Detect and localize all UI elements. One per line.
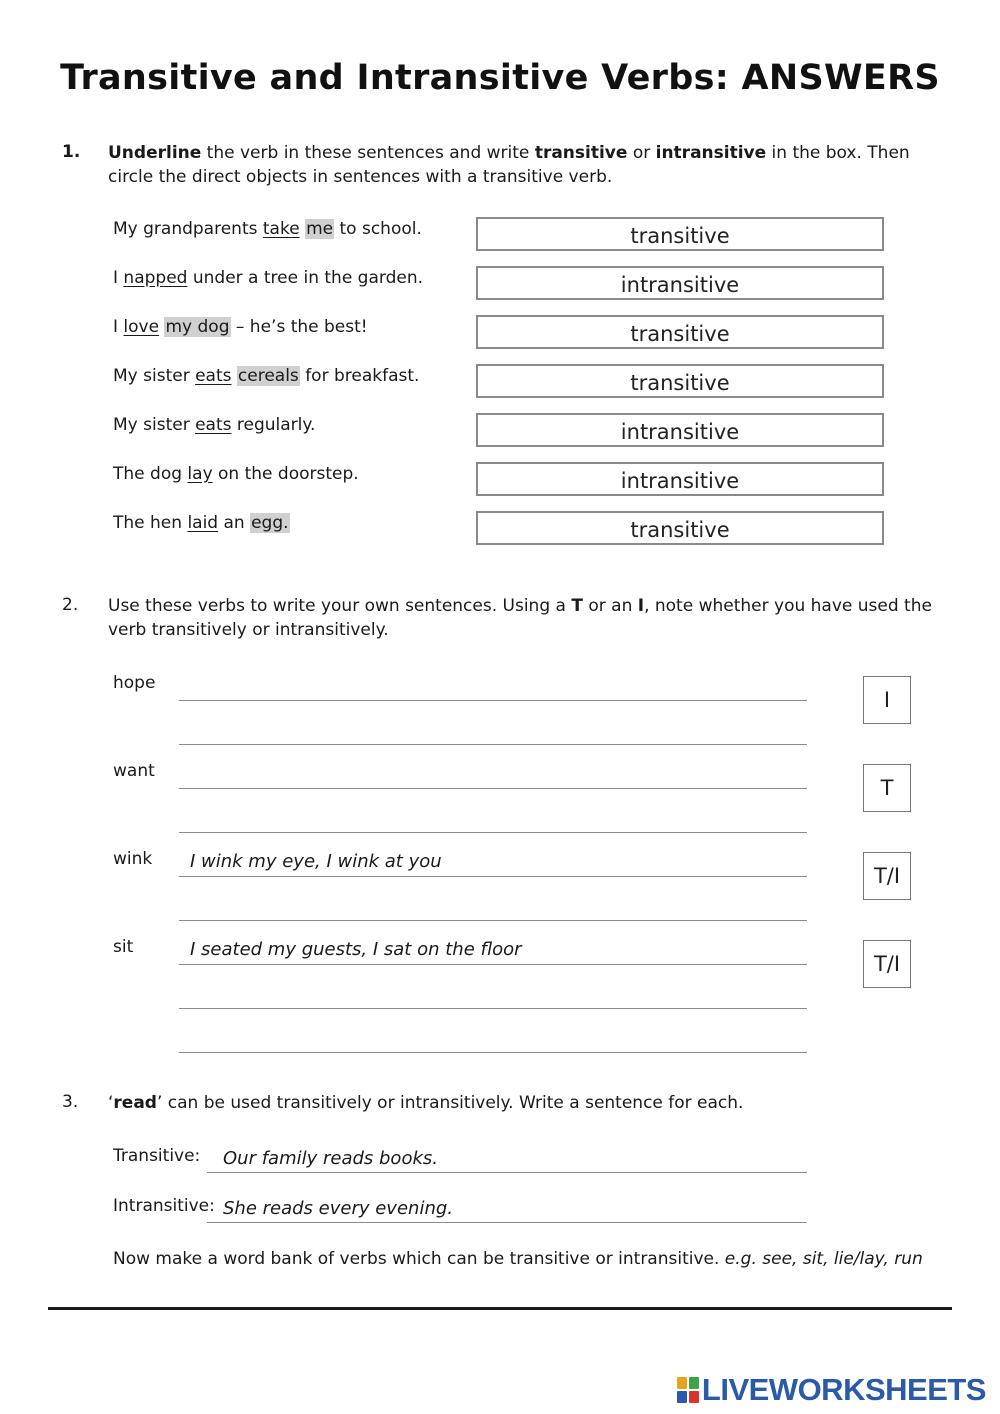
writing-line[interactable]	[179, 1008, 807, 1009]
sentence-text: under a tree in the garden.	[187, 268, 424, 288]
underlined-verb[interactable]: lay	[187, 464, 213, 484]
verb-word: wink	[113, 849, 153, 869]
intransitive-answer[interactable]: She reads every evening.	[223, 1198, 454, 1219]
underlined-verb[interactable]: eats	[195, 366, 232, 386]
logo-square	[689, 1391, 699, 1403]
verb-word: sit	[113, 937, 134, 957]
sentence-text: My sister	[113, 366, 196, 386]
sentence-text: on the doorstep.	[212, 464, 359, 484]
sentence-text: I	[113, 317, 124, 337]
sentence-text: My sister	[113, 415, 196, 435]
underlined-verb[interactable]: love	[123, 317, 160, 337]
writing-line[interactable]	[179, 1052, 807, 1053]
liveworksheets-logo-icon	[677, 1377, 699, 1403]
question-1-instructions: Underline the verb in these sentences and write transitive or intransitive in the box. Then circle the direct objects in sentences with a transitive verb.	[108, 143, 910, 187]
writing-line[interactable]	[179, 876, 807, 877]
transitive-answer-line	[207, 1172, 807, 1173]
sentence	[113, 415, 315, 435]
answer-box[interactable]: intransitive	[476, 462, 884, 496]
sentence	[113, 268, 423, 288]
sentence	[113, 219, 422, 239]
ti-answer-box[interactable]: T/I	[863, 940, 911, 988]
intransitive-label: Intransitive:	[113, 1196, 215, 1216]
page-title: Transitive and Intransitive Verbs: ANSWERS	[60, 58, 940, 98]
ti-answer-box[interactable]: T	[863, 764, 911, 812]
logo-square	[689, 1377, 699, 1389]
answer-box[interactable]: transitive	[476, 511, 884, 545]
answer-box[interactable]: transitive	[476, 217, 884, 251]
writing-line[interactable]	[179, 788, 807, 789]
sentence-text: for breakfast.	[299, 366, 420, 386]
question-2-instructions: Use these verbs to write your own sentences. Using a T or an I, note whether you have used the verb transitively or intransitively.	[108, 596, 932, 640]
logo-square	[677, 1377, 687, 1389]
answer-box[interactable]: transitive	[476, 315, 884, 349]
underlined-verb[interactable]: eats	[195, 415, 232, 435]
word-bank-prompt	[113, 1249, 923, 1269]
writing-line[interactable]	[179, 832, 807, 833]
sentence-text: My grandparents	[113, 219, 263, 239]
sentence-text: The hen	[113, 513, 188, 533]
sentence	[113, 317, 368, 337]
direct-object[interactable]: egg.	[251, 513, 289, 533]
sentence-text: an	[218, 513, 251, 533]
word-bank-example[interactable]: e.g. see, sit, lie/lay, run	[724, 1249, 923, 1269]
transitive-answer[interactable]: Our family reads books.	[223, 1148, 438, 1169]
sentence	[113, 464, 359, 484]
sentence	[113, 513, 290, 533]
footer-rule	[48, 1307, 952, 1310]
question-1-number: 1.	[62, 142, 81, 162]
writing-line[interactable]	[179, 744, 807, 745]
writing-line[interactable]	[179, 700, 807, 701]
logo-square	[677, 1391, 687, 1403]
sentence-text: The dog	[113, 464, 188, 484]
logo-text: LIVEWORKSHEETS	[701, 1372, 986, 1407]
writing-line[interactable]	[179, 964, 807, 965]
ti-answer-box[interactable]: T/I	[863, 852, 911, 900]
writing-line[interactable]	[179, 920, 807, 921]
question-2-number: 2.	[62, 595, 79, 615]
transitive-label: Transitive:	[113, 1146, 201, 1166]
ti-answer-box[interactable]: I	[863, 676, 911, 724]
intransitive-answer-line	[207, 1222, 807, 1223]
direct-object[interactable]: my dog	[165, 317, 230, 337]
underlined-verb[interactable]: laid	[187, 513, 219, 533]
verb-word: hope	[113, 673, 156, 693]
direct-object[interactable]: cereals	[237, 366, 299, 386]
answer-box[interactable]: intransitive	[476, 266, 884, 300]
liveworksheets-logo	[677, 1373, 986, 1407]
sentence-answer[interactable]: I wink my eye, I wink at you	[190, 851, 442, 872]
word-bank-text: Now make a word bank of verbs which can be transitive or intransitive.	[113, 1249, 720, 1269]
answer-box[interactable]: intransitive	[476, 413, 884, 447]
sentence-text: I	[113, 268, 124, 288]
sentence	[113, 366, 419, 386]
sentence-answer[interactable]: I seated my guests, I sat on the floor	[190, 939, 522, 960]
direct-object[interactable]: me	[306, 219, 334, 239]
sentence-text: to school.	[334, 219, 422, 239]
question-3-number: 3.	[62, 1092, 79, 1112]
sentence-text: regularly.	[231, 415, 316, 435]
verb-word: want	[113, 761, 155, 781]
underlined-verb[interactable]: take	[262, 219, 300, 239]
underlined-verb[interactable]: napped	[123, 268, 188, 288]
question-3-instructions: ‘read’ can be used transitively or intransitively. Write a sentence for each.	[108, 1093, 744, 1113]
sentence-text: – he’s the best!	[230, 317, 368, 337]
answer-box[interactable]: transitive	[476, 364, 884, 398]
